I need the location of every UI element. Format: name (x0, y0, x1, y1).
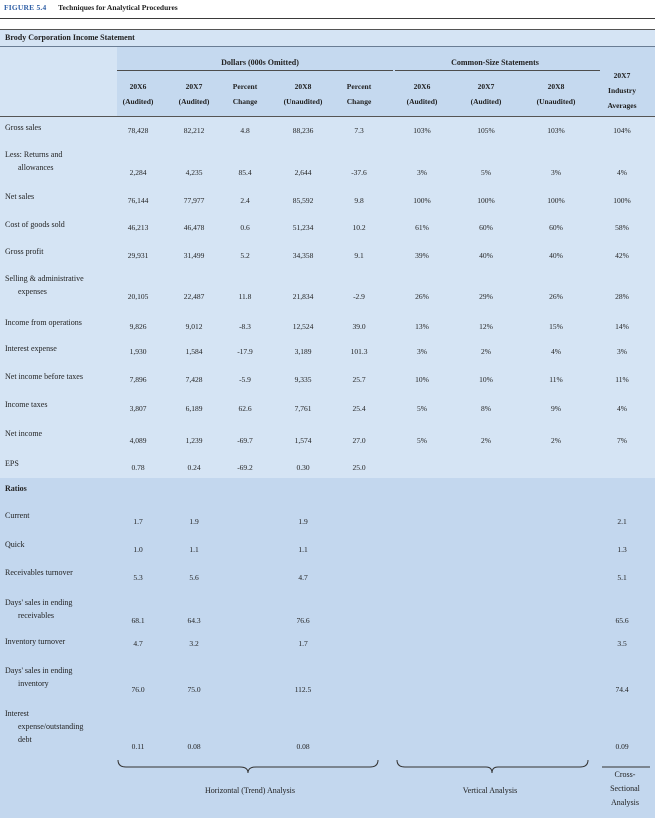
dollars-group-rule (117, 70, 393, 71)
table-cell: 4% (617, 404, 627, 413)
row-label-line: Income taxes (5, 400, 48, 409)
table-cell: 11.8 (238, 292, 252, 301)
column-header (456, 79, 516, 109)
table-cell: 25.0 (352, 463, 366, 472)
table-cell: 88,236 (292, 126, 314, 135)
column-header-line2: (Audited) (122, 97, 154, 106)
column-header-line1: 20X7 (477, 82, 495, 91)
table-cell: 9,012 (185, 322, 203, 331)
table-cell: 4,089 (129, 436, 147, 445)
table-cell: 27.0 (352, 436, 366, 445)
table-cell: 40% (549, 251, 563, 260)
panel-top-rule (0, 29, 655, 30)
table-cell: 34,358 (292, 251, 314, 260)
table-cell: 1,930 (129, 347, 147, 356)
table-cell: 5.2 (240, 251, 250, 260)
table-cell: 0.08 (187, 742, 201, 751)
table-cell: 8% (481, 404, 491, 413)
table-cell: 2.1 (617, 517, 627, 526)
cross-sectional-line3: Analysis (611, 798, 639, 807)
row-label-line: Interest expense (5, 344, 57, 353)
table-cell: 58% (615, 223, 629, 232)
table-cell: 10.2 (352, 223, 366, 232)
table-cell: 11% (549, 375, 563, 384)
table-cell: 60% (479, 223, 493, 232)
table-cell: 2% (551, 436, 561, 445)
table-cell: 21,834 (292, 292, 314, 301)
table-cell: -17.9 (237, 347, 253, 356)
row-label (5, 218, 65, 231)
table-cell: 4.7 (133, 639, 143, 648)
table-cell: 0.08 (296, 742, 310, 751)
column-header-line1: 20X6 (413, 82, 431, 91)
statement-title: Brody Corporation Income Statement (5, 33, 135, 42)
table-cell: 1.3 (617, 545, 627, 554)
table-cell: 46,213 (127, 223, 149, 232)
column-header (392, 79, 452, 109)
row-label-line: Days' sales in ending (5, 598, 73, 607)
row-label-line: expenses (18, 287, 47, 296)
table-cell: 3% (617, 347, 627, 356)
row-label-line: Current (5, 511, 30, 520)
table-cell: 26% (415, 292, 429, 301)
table-cell: 68.1 (131, 616, 145, 625)
table-cell: 1.9 (189, 517, 199, 526)
column-header-line1: Percent (346, 82, 372, 91)
table-cell: -37.6 (351, 168, 367, 177)
table-cell: 7% (617, 436, 627, 445)
row-label-line: Cost of goods sold (5, 220, 65, 229)
table-cell: 5% (481, 168, 491, 177)
column-header-line3: Averages (607, 101, 637, 110)
table-cell: 26% (549, 292, 563, 301)
row-label (5, 272, 84, 298)
table-cell: 4.8 (240, 126, 250, 135)
figure-number: FIGURE 5.4 (4, 3, 47, 12)
table-cell: 61% (415, 223, 429, 232)
statement-title-rule (0, 46, 655, 47)
row-label (5, 148, 62, 174)
table-cell: 3,807 (129, 404, 147, 413)
table-cell: 62.6 (238, 404, 252, 413)
table-cell: 7,761 (294, 404, 312, 413)
column-header-line2: (Unaudited) (283, 97, 323, 106)
table-cell: -2.9 (353, 292, 365, 301)
table-cell: 39.0 (352, 322, 366, 331)
row-label (5, 370, 83, 383)
row-label-line: Selling & administrative (5, 274, 84, 283)
row-label-line: Days' sales in ending (5, 666, 73, 675)
row-label (5, 190, 34, 203)
horizontal-brace (118, 760, 378, 773)
table-cell: 3% (551, 168, 561, 177)
table-cell: 31,499 (183, 251, 205, 260)
row-label (5, 509, 29, 522)
table-cell: 39% (415, 251, 429, 260)
table-cell: 105% (477, 126, 495, 135)
table-cell: 1.9 (298, 517, 308, 526)
figure-title (4, 3, 178, 12)
table-cell: 85.4 (238, 168, 252, 177)
column-header-line1: 20X8 (547, 82, 565, 91)
table-cell: 74.4 (615, 685, 629, 694)
table-cell: 7.3 (354, 126, 364, 135)
table-cell: 20,105 (127, 292, 149, 301)
column-header-line1: 20X6 (129, 82, 147, 91)
dollars-group-header: Dollars (000s Omitted) (221, 58, 299, 67)
table-cell: 0.24 (187, 463, 201, 472)
row-label (5, 121, 41, 134)
table-cell: 28% (615, 292, 629, 301)
row-label-line: Interest (5, 709, 29, 718)
table-cell: 1.7 (298, 639, 308, 648)
table-cell: 13% (415, 322, 429, 331)
row-label-line: receivables (18, 611, 54, 620)
column-header (329, 79, 389, 109)
column-header-line2: (Audited) (406, 97, 438, 106)
table-cell: 104% (613, 126, 631, 135)
table-cell: 75.0 (187, 685, 201, 694)
table-cell: 4.7 (298, 573, 308, 582)
table-cell: -69.2 (237, 463, 253, 472)
table-cell: 101.3 (350, 347, 368, 356)
table-cell: 76,144 (127, 196, 149, 205)
table-cell: 11% (615, 375, 629, 384)
table-cell: 3.2 (189, 639, 199, 648)
table-cell: 7,428 (185, 375, 203, 384)
cross-sectional-line2: Sectional (610, 784, 640, 793)
table-cell: 3.5 (617, 639, 627, 648)
table-cell: 2.4 (240, 196, 250, 205)
table-cell: 25.7 (352, 375, 366, 384)
row-label (5, 635, 65, 648)
table-cell: 100% (477, 196, 495, 205)
table-cell: 9% (551, 404, 561, 413)
row-label (5, 538, 25, 551)
row-label (5, 342, 57, 355)
table-cell: 82,212 (183, 126, 205, 135)
table-cell: 0.09 (615, 742, 629, 751)
column-header (526, 79, 586, 109)
table-cell: 5.3 (133, 573, 143, 582)
table-cell: 51,234 (292, 223, 314, 232)
cross-sectional-label (598, 768, 652, 810)
table-cell: 1.1 (189, 545, 199, 554)
table-cell: 2,644 (294, 168, 312, 177)
row-label (5, 566, 73, 579)
table-cell: 29,931 (127, 251, 149, 260)
table-cell: 9,826 (129, 322, 147, 331)
row-label-line: Income from operations (5, 318, 82, 327)
table-cell: 5% (417, 436, 427, 445)
table-cell: 9.1 (354, 251, 364, 260)
table-cell: 78,428 (127, 126, 149, 135)
table-cell: 1.7 (133, 517, 143, 526)
column-header (215, 79, 275, 109)
horizontal-analysis-label: Horizontal (Trend) Analysis (205, 786, 295, 795)
row-label-line: Quick (5, 540, 25, 549)
column-header-line2: (Unaudited) (536, 97, 576, 106)
table-cell: 85,592 (292, 196, 314, 205)
column-header-line1: 20X8 (294, 82, 312, 91)
table-cell: 1,574 (294, 436, 312, 445)
column-header (273, 79, 333, 109)
table-cell: 5.6 (189, 573, 199, 582)
row-label (5, 457, 19, 470)
table-cell: 77,977 (183, 196, 205, 205)
table-cell: 7,896 (129, 375, 147, 384)
table-cell: 14% (615, 322, 629, 331)
row-label-line: Inventory turnover (5, 637, 66, 646)
row-label (5, 707, 83, 746)
table-cell: 12,524 (292, 322, 314, 331)
cross-sectional-line1: Cross- (614, 770, 636, 779)
table-cell: 100% (613, 196, 631, 205)
table-cell: 12% (479, 322, 493, 331)
table-cell: 9,335 (294, 375, 312, 384)
row-label (5, 398, 47, 411)
column-header-line2: Change (346, 97, 372, 106)
table-cell: 10% (479, 375, 493, 384)
table-cell: 9.8 (354, 196, 364, 205)
table-cell: 40% (479, 251, 493, 260)
row-label-line: allowances (18, 163, 54, 172)
vertical-brace (397, 760, 588, 773)
row-label-line: inventory (18, 679, 49, 688)
table-cell: 6,189 (185, 404, 203, 413)
table-cell: 1,239 (185, 436, 203, 445)
table-cell: 103% (413, 126, 431, 135)
column-header-line1: 20X7 (185, 82, 203, 91)
row-label-line: Receivables turnover (5, 568, 73, 577)
vertical-analysis-label: Vertical Analysis (462, 786, 518, 795)
table-cell: 100% (547, 196, 565, 205)
table-cell: 76.6 (296, 616, 310, 625)
table-cell: 15% (549, 322, 563, 331)
table-cell: -69.7 (237, 436, 253, 445)
row-label-line: Net income before taxes (5, 372, 83, 381)
column-header (108, 79, 168, 109)
table-cell: 2% (481, 436, 491, 445)
table-cell: 0.78 (131, 463, 145, 472)
table-cell: 25.4 (352, 404, 366, 413)
table-cell: 3% (417, 347, 427, 356)
table-cell: 65.6 (615, 616, 629, 625)
row-label (5, 316, 82, 329)
row-label (5, 245, 43, 258)
table-cell: 2% (481, 347, 491, 356)
table-cell: 42% (615, 251, 629, 260)
common-size-group-header: Common-Size Statements (451, 58, 539, 67)
analysis-braces (0, 758, 655, 774)
row-label (5, 596, 72, 622)
table-cell: 60% (549, 223, 563, 232)
table-cell: 0.6 (240, 223, 250, 232)
table-cell: 1,584 (185, 347, 203, 356)
table-cell: 10% (415, 375, 429, 384)
row-label (5, 664, 72, 690)
table-cell: 46,478 (183, 223, 205, 232)
ratios-heading: Ratios (5, 484, 27, 493)
table-cell: 3,189 (294, 347, 312, 356)
header-bottom-rule (0, 116, 655, 117)
figure-caption: Techniques for Analytical Procedures (58, 3, 178, 12)
column-header-line1: 20X7 (613, 71, 631, 80)
row-label-line: expense/outstanding (18, 722, 84, 731)
row-label-line: Gross sales (5, 123, 42, 132)
table-cell: 4,235 (185, 168, 203, 177)
table-cell: 1.1 (298, 545, 308, 554)
table-cell: 103% (547, 126, 565, 135)
table-cell: 1.0 (133, 545, 143, 554)
table-cell: 64.3 (187, 616, 201, 625)
table-cell: 0.11 (131, 742, 145, 751)
common-size-group-rule (395, 70, 600, 71)
table-cell: 0.30 (296, 463, 310, 472)
table-cell: 5% (417, 404, 427, 413)
table-cell: 76.0 (131, 685, 145, 694)
row-label-line: Gross profit (5, 247, 44, 256)
table-cell: 5.1 (617, 573, 627, 582)
table-cell: -8.3 (239, 322, 251, 331)
table-cell: 29% (479, 292, 493, 301)
table-cell: 100% (413, 196, 431, 205)
table-cell: 3% (417, 168, 427, 177)
table-cell: 22,487 (183, 292, 205, 301)
figure-rule (0, 18, 655, 19)
table-cell: 112.5 (294, 685, 312, 694)
table-cell: 4% (617, 168, 627, 177)
row-label (5, 427, 42, 440)
row-label-line: EPS (5, 459, 19, 468)
table-cell: -5.9 (239, 375, 251, 384)
row-label-line: Less: Returns and (5, 150, 63, 159)
column-header-line2: (Audited) (178, 97, 210, 106)
column-header-line2: Change (232, 97, 258, 106)
row-label-line: Net sales (5, 192, 35, 201)
column-header-line2: Industry (608, 86, 636, 95)
table-cell: 2,284 (129, 168, 147, 177)
column-header (592, 68, 652, 113)
row-label-line: debt (18, 735, 32, 744)
column-header-line2: (Audited) (470, 97, 502, 106)
column-header-line1: Percent (232, 82, 258, 91)
table-cell: 4% (551, 347, 561, 356)
row-label-line: Net income (5, 429, 43, 438)
